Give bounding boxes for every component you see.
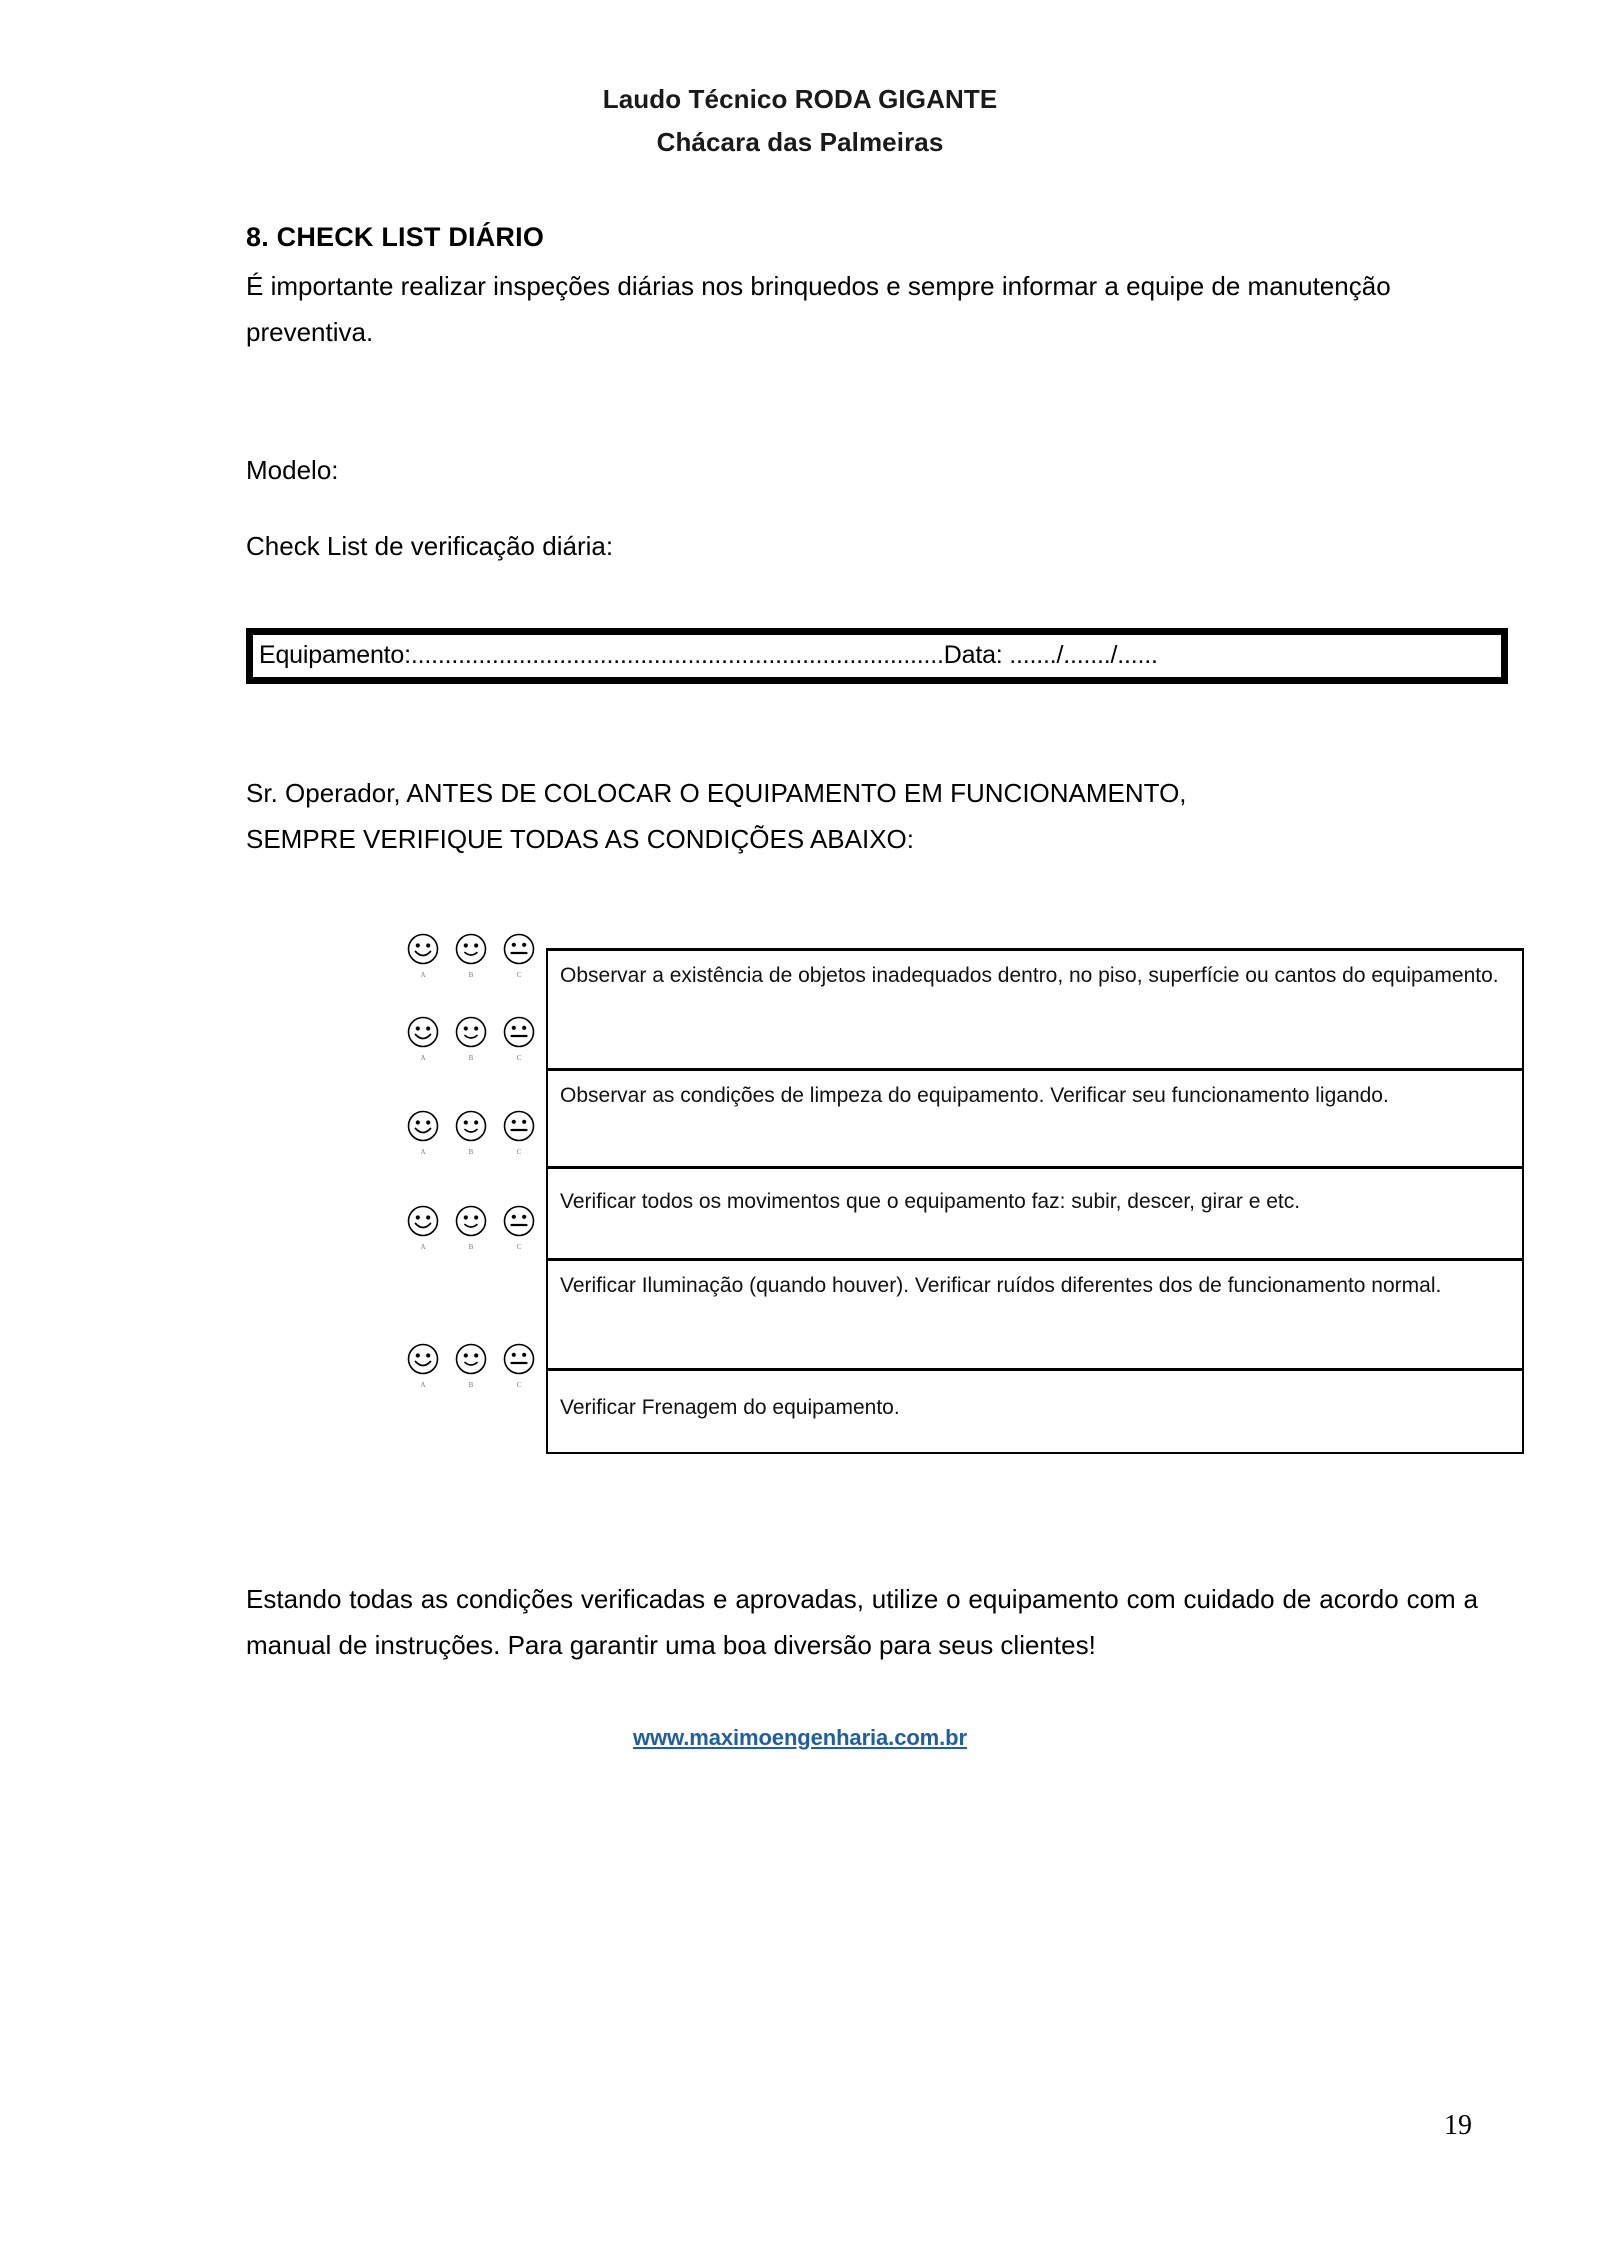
rating-letter: B	[468, 1243, 474, 1252]
website-link[interactable]: www.maximoengenharia.com.br	[633, 1724, 967, 1750]
rating-letter: A	[420, 1054, 426, 1063]
rating-letter: B	[468, 1054, 474, 1063]
modelo-label: Modelo:	[246, 455, 339, 486]
rating-group-3[interactable]	[406, 1109, 536, 1157]
equipment-field-text: Equipamento:...............................................................................Data: ......./......./......	[259, 641, 1158, 670]
rating-group-2[interactable]	[406, 1015, 536, 1063]
page-number: 19	[1444, 2110, 1472, 2141]
smiley-smile-icon[interactable]	[454, 1015, 488, 1063]
table-row: Observar a existência de objetos inadequados dentro, no piso, superfície ou cantos do equipamento.	[548, 948, 1522, 1068]
document-header	[0, 0, 1600, 160]
table-row: Verificar Iluminação (quando houver). Verificar ruídos diferentes dos de funcionamento normal.	[548, 1258, 1522, 1368]
intro-paragraph: É importante realizar inspeções diárias nos brinquedos e sempre informar a equipe de manutenção preventiva.	[246, 270, 1391, 347]
checklist-label: Check List de verificação diária:	[246, 531, 614, 562]
header-title-line2: Chácara das Palmeiras	[656, 127, 944, 158]
document-content	[184, 221, 1499, 1751]
rating-letter: C	[516, 1243, 522, 1252]
operator-notice	[246, 770, 1478, 863]
rating-letter: C	[516, 1054, 522, 1063]
rating-letter: C	[516, 1381, 522, 1390]
header-title-line1: Laudo Técnico RODA GIGANTE	[602, 84, 998, 114]
smiley-happy-icon[interactable]	[406, 1204, 440, 1252]
smiley-happy-icon[interactable]	[406, 1015, 440, 1063]
rating-letter: B	[468, 1148, 474, 1157]
spacer	[184, 493, 1416, 523]
smiley-smile-icon[interactable]	[454, 1204, 488, 1252]
table-row: Verificar Frenagem do equipamento.	[548, 1368, 1522, 1452]
smiley-neutral-icon[interactable]	[502, 1342, 536, 1390]
equipment-field-box	[246, 628, 1508, 684]
smiley-neutral-icon[interactable]	[502, 1015, 536, 1063]
smiley-happy-icon[interactable]	[406, 932, 440, 980]
smiley-neutral-icon[interactable]	[502, 1204, 536, 1252]
rating-letter: A	[420, 1148, 426, 1157]
rating-group-1[interactable]	[406, 932, 536, 980]
smiley-neutral-icon[interactable]	[502, 1109, 536, 1157]
spacer	[184, 355, 1416, 447]
rating-group-5[interactable]	[406, 1342, 536, 1390]
table-row: Observar as condições de limpeza do equipamento. Verificar seu funcionamento ligando.	[548, 1068, 1522, 1166]
smiley-happy-icon[interactable]	[406, 1109, 440, 1157]
rating-group-4[interactable]	[406, 1204, 536, 1252]
table-row: Verificar todos os movimentos que o equipamento faz: subir, descer, girar e etc.	[548, 1166, 1522, 1258]
rating-letter: A	[420, 1243, 426, 1252]
smiley-smile-icon[interactable]	[454, 1342, 488, 1390]
rating-letter: C	[516, 971, 522, 980]
rating-letter: A	[420, 1381, 426, 1390]
smiley-happy-icon[interactable]	[406, 1342, 440, 1390]
footer-website	[184, 1725, 1416, 1751]
rating-letter: B	[468, 1381, 474, 1390]
rating-letter: A	[420, 971, 426, 980]
section-heading: 8. CHECK LIST DIÁRIO	[246, 221, 545, 252]
checklist-area	[184, 932, 1499, 1532]
operator-notice-line1: Sr. Operador, ANTES DE COLOCAR O EQUIPAMENTO EM FUNCIONAMENTO,	[246, 777, 1187, 808]
operator-notice-line2: SEMPRE VERIFIQUE TODAS AS CONDIÇÕES ABAIXO:	[246, 823, 914, 854]
smiley-smile-icon[interactable]	[454, 932, 488, 980]
smiley-smile-icon[interactable]	[454, 1109, 488, 1157]
rating-letter: C	[516, 1148, 522, 1157]
smiley-neutral-icon[interactable]	[502, 932, 536, 980]
closing-paragraph: Estando todas as condições verificadas e aprovadas, utilize o equipamento com cuidado de acordo com a manual de instruções. Para garantir uma boa diversão para seus clientes!	[246, 1584, 1478, 1661]
checklist-table	[546, 948, 1524, 1454]
rating-letter: B	[468, 971, 474, 980]
